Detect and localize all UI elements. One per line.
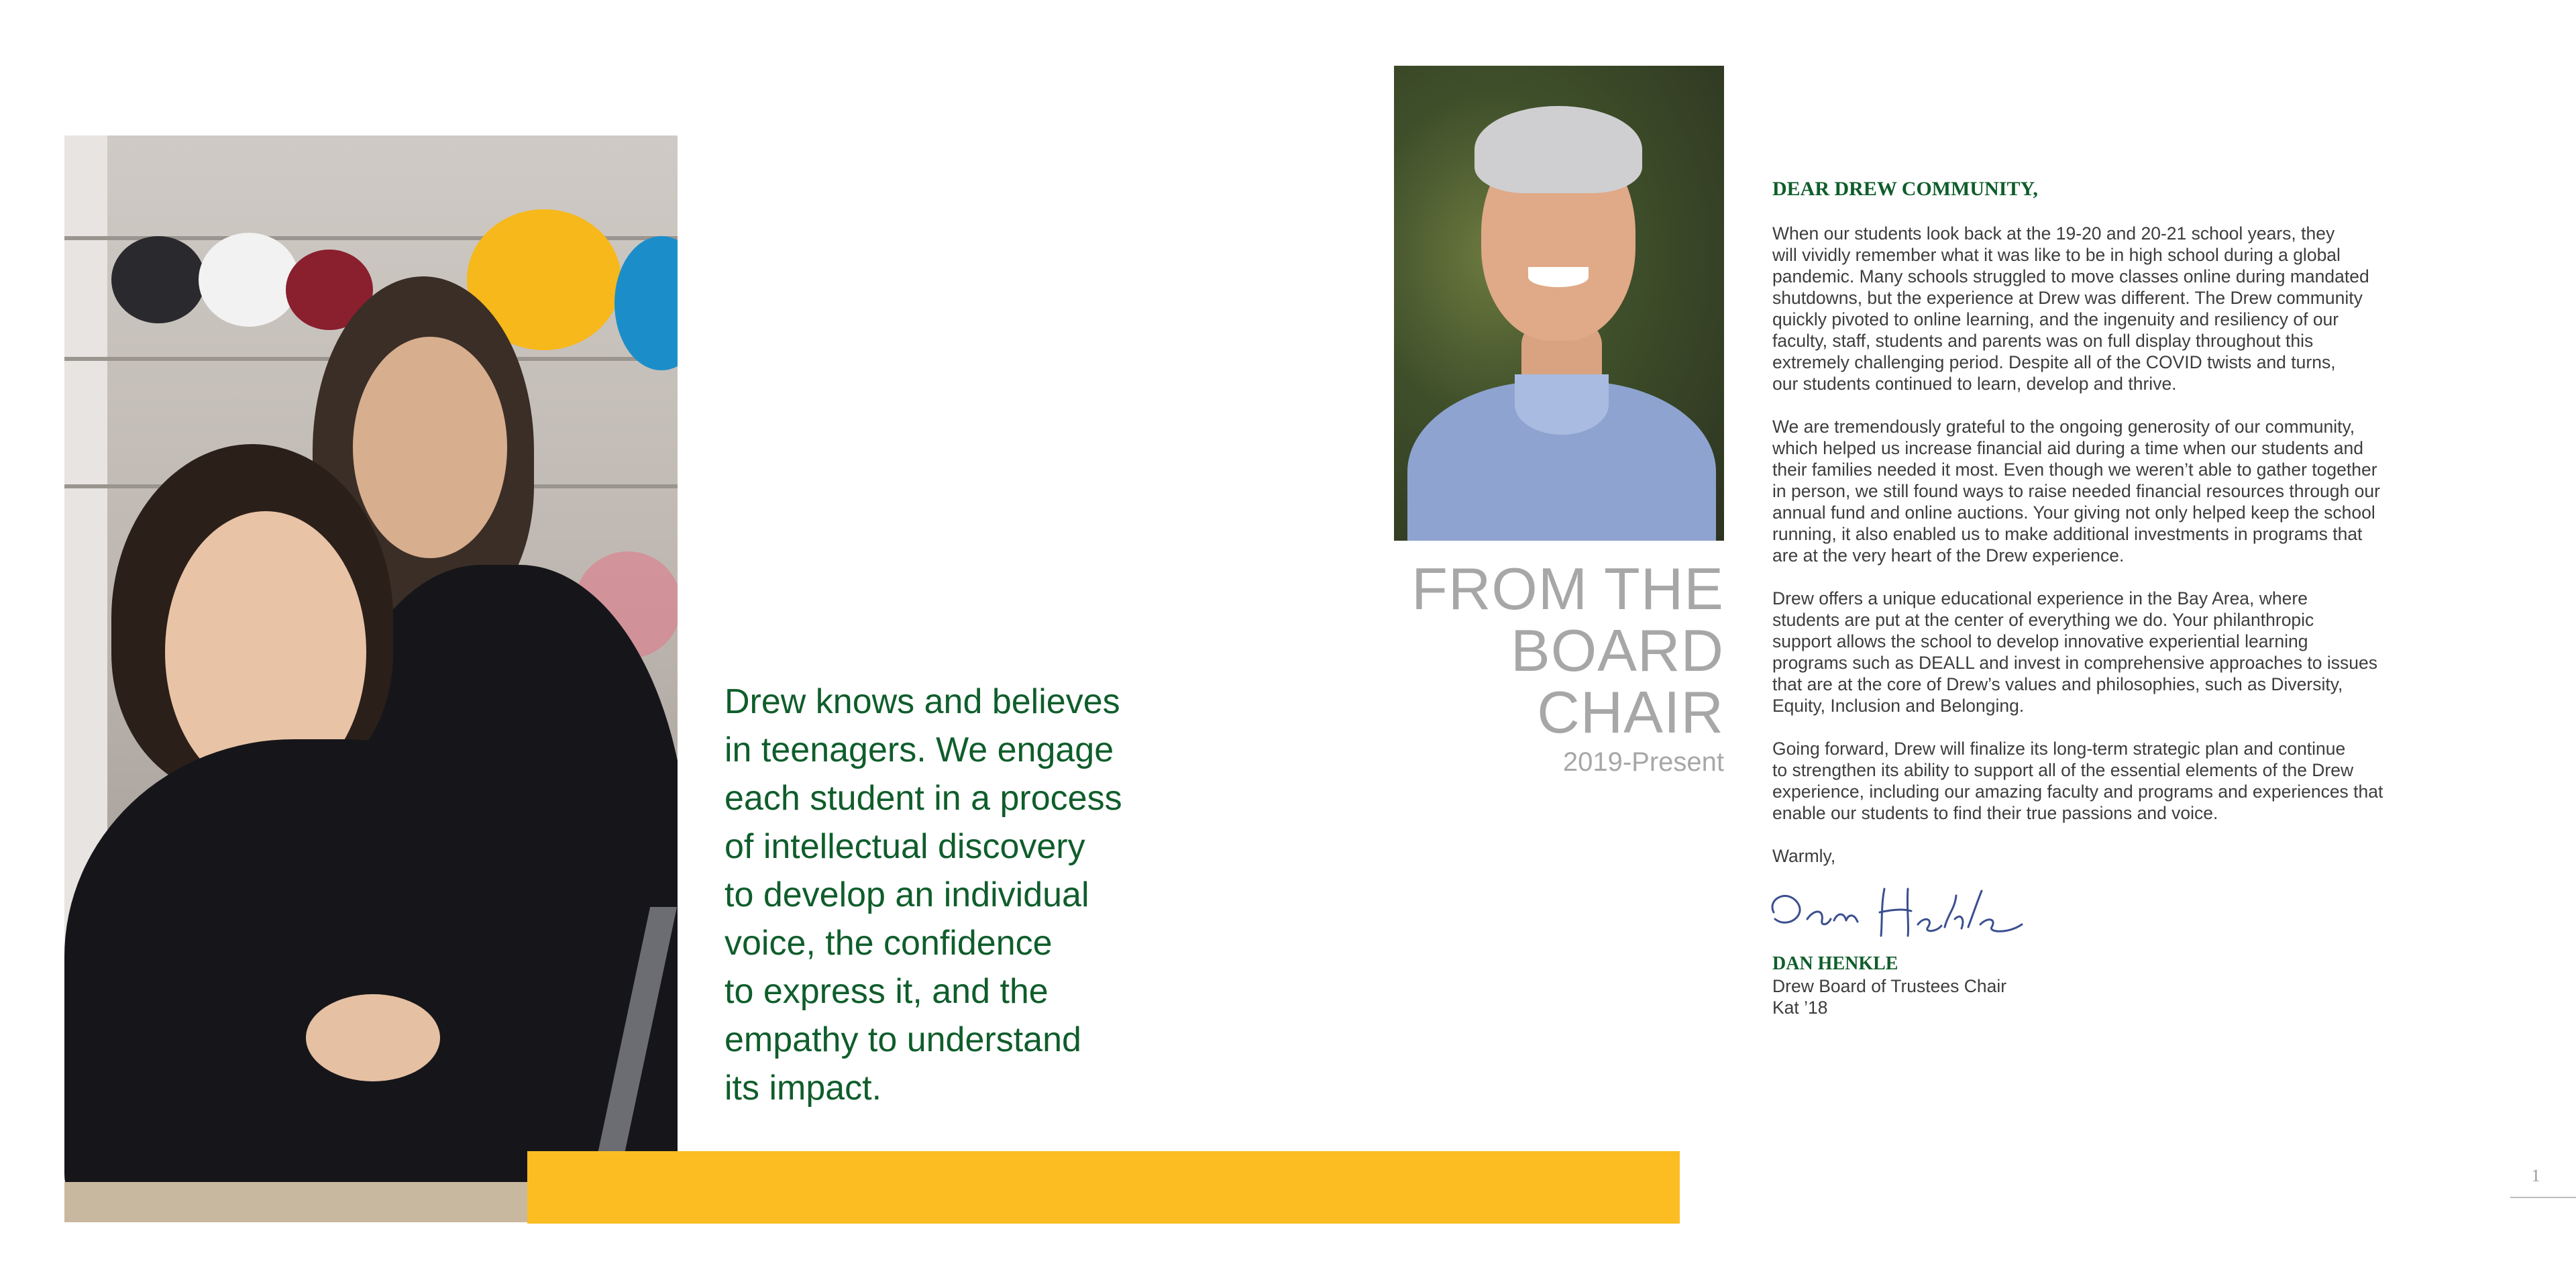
letter-salutation: DEAR DREW COMMUNITY, — [1772, 178, 2038, 200]
signer-affiliation: Kat ’18 — [1772, 998, 1828, 1018]
yarn-ball — [199, 233, 299, 327]
yarn-ball — [111, 236, 205, 323]
hair — [1474, 106, 1642, 193]
hands — [306, 994, 440, 1081]
yellow-accent-bar — [527, 1151, 1680, 1224]
letter-paragraph: We are tremendously grateful to the ongoing generosity of our community, which helped us increase financial aid during a time when our students and their families needed it most. Even though we weren’t able to gather together in person, we still found ways to raise needed financial resources through our annual fund and online auctions. Your giving not only helped keep the school running, it also enabled us to make additional investments in programs that are at the very heart of the Drew experience. — [1772, 417, 2380, 566]
mission-quote: Drew knows and believes in teenagers. We engage each student in a process of intellectual discovery to develop an individual voice, the confidence to express it, and the empathy to understand its impact. — [724, 682, 1122, 1108]
letter-body — [1772, 223, 2477, 888]
letter-paragraph: Drew offers a unique educational experience in the Bay Area, where students are put at the center of everything we do. Your philanthropic support allows the school to develop innovative experiential learning programs such as DEALL and invest in comprehensive approaches to issues that are at the core of Drew’s values and philosophies, such as Diversity, Equity, Inclusion and Belonging. — [1772, 588, 2377, 716]
face — [353, 337, 507, 558]
page-number-rule — [2510, 1197, 2576, 1198]
signer-title: Drew Board of Trustees Chair — [1772, 976, 2007, 996]
heading-line: CHAIR — [1537, 679, 1724, 745]
page-number: 1 — [2531, 1166, 2540, 1185]
heading-line: BOARD — [1511, 617, 1724, 684]
letter-closing: Warmly, — [1772, 846, 1836, 866]
signer-name: DAN HENKLE — [1772, 953, 1898, 974]
letter-paragraph: When our students look back at the 19-20 and 20-21 school years, they will vividly remember what it was like to be in high school during a global pandemic. Many schools struggled to move classes online during mandated shutdowns, but the experience at Drew was different. The Drew community quickly pivoted to online learning, and the ingenuity and resiliency of our faculty, staff, students and parents was on full display throughout this extremely challenging period. Despite all of the COVID twists and turns, our students continued to learn, develop and thrive. — [1772, 223, 2369, 394]
smile — [1528, 267, 1589, 287]
photo-students-at-laptop — [64, 136, 678, 1222]
handwritten-signature — [1760, 872, 2029, 946]
yarn-ball — [614, 236, 678, 370]
collar — [1515, 374, 1609, 435]
heading-line: FROM THE — [1411, 555, 1724, 622]
sweater — [64, 739, 574, 1222]
tenure-dates: 2019-Present — [1562, 747, 1724, 777]
board-chair-heading — [1348, 555, 1724, 745]
letter-paragraph: Going forward, Drew will finalize its long-term strategic plan and continue to strengthen its ability to support all of the essential elements of the Drew experience, including our amazing faculty and programs and experiences that enable our students to find their true passions and voice. — [1772, 739, 2383, 823]
board-chair-portrait — [1394, 66, 1724, 541]
